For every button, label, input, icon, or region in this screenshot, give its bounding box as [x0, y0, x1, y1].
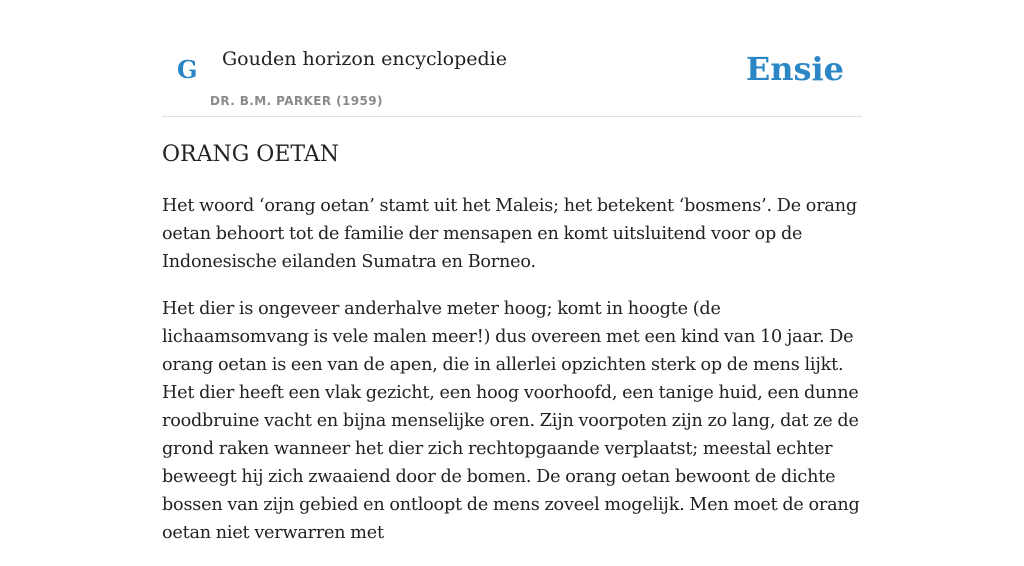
ensie-logo[interactable]: Ensie — [745, 50, 844, 88]
book-logo[interactable]: G — [177, 55, 198, 84]
header — [162, 0, 862, 117]
article-body — [162, 192, 862, 566]
page — [162, 0, 862, 543]
article-paragraph: Het dier is ongeveer anderhalve meter hoog; komt in hoogte (de lichaamsomvang is vele malen meer!) dus overeen met een kind van 10 jaar. De orang oetan is een van de apen, die in allerlei opzichten sterk op de mens lijkt. Het dier heeft een vlak gezicht, een hoog voorhoofd, een tanige huid, een dunne roodbruine vacht en bijna menselijke oren. Zijn voorpoten zijn zo lang, dat ze de grond raken wanneer het dier zich rechtopgaande verplaatst; meestal echter beweegt hij zich zwaaiend door de bomen. De orang oetan bewoont de dichte bossen van zijn gebied en ontloopt de mens zoveel mogelijk. Men moet de orang oetan niet verwarren met — [162, 299, 860, 543]
article-paragraph: Het woord ‘orang oetan’ stamt uit het Maleis; het betekent ‘bosmens’. De orang oetan behoort tot de familie der mensapen en komt uitsluitend voor op de Indonesische eilanden Sumatra en Borneo. — [162, 196, 857, 272]
book-title-link[interactable]: Gouden horizon encyclopedie — [222, 48, 507, 70]
book-author: DR. B.M. PARKER (1959) — [210, 94, 383, 108]
article-title: ORANG OETAN — [162, 142, 340, 167]
